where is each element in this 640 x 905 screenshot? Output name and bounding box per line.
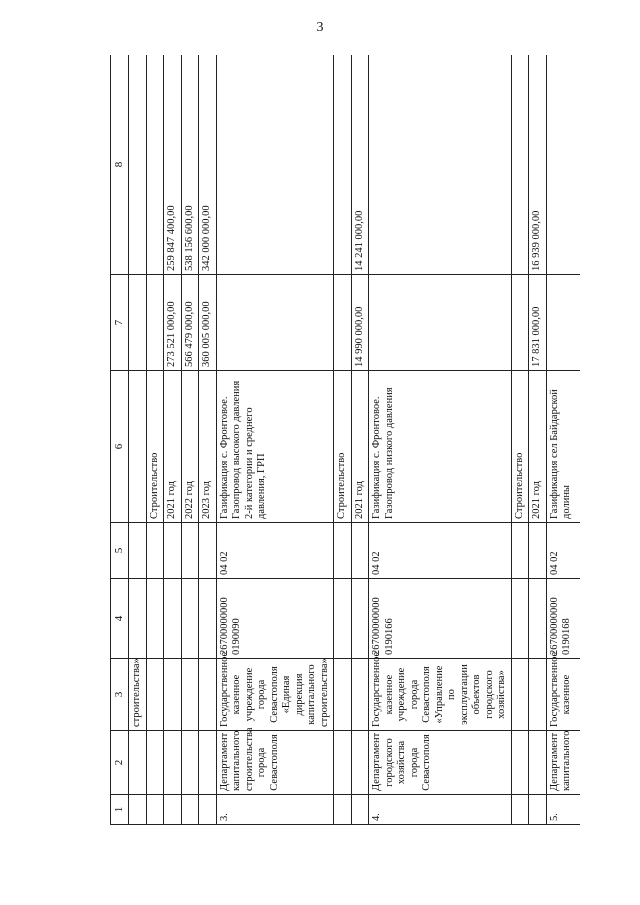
- subsidy-cell: [334, 55, 352, 275]
- row-number-cell: 3.: [216, 795, 334, 825]
- table-row: [164, 55, 182, 825]
- header-cell: 5: [111, 523, 129, 579]
- institution-cell: [511, 659, 529, 731]
- row-number-cell: [351, 795, 369, 825]
- amount-cell: 566 479 000,00: [181, 275, 199, 371]
- code-cell: [511, 579, 529, 659]
- code-cell: [351, 579, 369, 659]
- code-cell: 26700000000 0190168: [546, 579, 580, 659]
- amount-cell: 360 005 000,00: [199, 275, 217, 371]
- row-number-cell: [146, 795, 164, 825]
- institution-cell: Государственное казенное учреждение города Севастополя «Единая дирекция капитального строительства»: [216, 659, 334, 731]
- amount-cell: [546, 275, 580, 371]
- section-cell: [164, 523, 182, 579]
- table-row: [146, 55, 164, 825]
- subsidy-cell: [546, 55, 580, 275]
- table-row: [351, 55, 369, 825]
- section-cell: [199, 523, 217, 579]
- code-cell: [181, 579, 199, 659]
- institution-cell: [146, 659, 164, 731]
- table-row: [216, 55, 334, 825]
- rotated-table-container: [110, 55, 580, 825]
- table-row: [369, 55, 512, 825]
- amount-cell: [511, 275, 529, 371]
- subsidy-cell: 342 000 000,00: [199, 55, 217, 275]
- header-row: [111, 55, 129, 825]
- table-row: [199, 55, 217, 825]
- institution-cell: [529, 659, 547, 731]
- code-cell: 26700000000 0190166: [369, 579, 512, 659]
- subsidy-cell: [129, 55, 147, 275]
- header-cell: 3: [111, 659, 129, 731]
- department-cell: [164, 731, 182, 795]
- budget-table: [110, 55, 580, 825]
- department-cell: [129, 731, 147, 795]
- department-cell: Департамент капитального строительства города Севастополя: [216, 731, 334, 795]
- institution-cell: [351, 659, 369, 731]
- header-cell: 7: [111, 275, 129, 371]
- section-cell: [529, 523, 547, 579]
- department-cell: [199, 731, 217, 795]
- header-cell: 8: [111, 55, 129, 275]
- row-number-cell: [334, 795, 352, 825]
- header-cell: 2: [111, 731, 129, 795]
- subsidy-cell: 259 847 400,00: [164, 55, 182, 275]
- subsidy-cell: [146, 55, 164, 275]
- section-cell: [351, 523, 369, 579]
- object-cell: Строительство: [334, 371, 352, 523]
- header-cell: 4: [111, 579, 129, 659]
- institution-cell: Государственное казенное: [546, 659, 580, 731]
- table-row: [529, 55, 547, 825]
- institution-cell: [199, 659, 217, 731]
- object-cell: 2021 год: [351, 371, 369, 523]
- department-cell: Департамент капитального: [546, 731, 580, 795]
- row-number-cell: [529, 795, 547, 825]
- code-cell: [129, 579, 147, 659]
- department-cell: [511, 731, 529, 795]
- object-cell: Газификация с. Фронтовое. Газопровод высокого давления 2-й категории и среднего давления, ГРП: [216, 371, 334, 523]
- code-cell: [146, 579, 164, 659]
- section-cell: [181, 523, 199, 579]
- subsidy-cell: [511, 55, 529, 275]
- page-number: 3: [316, 20, 324, 35]
- department-cell: [334, 731, 352, 795]
- table-row: [546, 55, 580, 825]
- amount-cell: 273 521 000,00: [164, 275, 182, 371]
- header-cell: 6: [111, 371, 129, 523]
- table-row: [129, 55, 147, 825]
- institution-cell: строительства»: [129, 659, 147, 731]
- table-row: [181, 55, 199, 825]
- code-cell: [199, 579, 217, 659]
- section-cell: 04 02: [216, 523, 334, 579]
- department-cell: [529, 731, 547, 795]
- code-cell: [164, 579, 182, 659]
- amount-cell: [129, 275, 147, 371]
- code-cell: [529, 579, 547, 659]
- amount-cell: 14 990 000,00: [351, 275, 369, 371]
- object-cell: Газификация с. Фронтовое. Газопровод низкого давления: [369, 371, 512, 523]
- section-cell: [511, 523, 529, 579]
- institution-cell: [334, 659, 352, 731]
- row-number-cell: [511, 795, 529, 825]
- table-row: [334, 55, 352, 825]
- object-cell: Строительство: [146, 371, 164, 523]
- section-cell: [129, 523, 147, 579]
- object-cell: Газификация сел Байдарской долины: [546, 371, 580, 523]
- department-cell: [146, 731, 164, 795]
- object-cell: 2022 год: [181, 371, 199, 523]
- subsidy-cell: [216, 55, 334, 275]
- institution-cell: [164, 659, 182, 731]
- object-cell: Строительство: [511, 371, 529, 523]
- subsidy-cell: [369, 55, 512, 275]
- row-number-cell: [129, 795, 147, 825]
- row-number-cell: [181, 795, 199, 825]
- header-cell: 1: [111, 795, 129, 825]
- rotated-table-frame: [110, 55, 580, 825]
- section-cell: [146, 523, 164, 579]
- table-row: [511, 55, 529, 825]
- subsidy-cell: 538 156 600,00: [181, 55, 199, 275]
- section-cell: 04 02: [546, 523, 580, 579]
- row-number-cell: 5.: [546, 795, 580, 825]
- object-cell: 2021 год: [164, 371, 182, 523]
- row-number-cell: 4.: [369, 795, 512, 825]
- subsidy-cell: 14 241 000,00: [351, 55, 369, 275]
- institution-cell: [181, 659, 199, 731]
- code-cell: 26700000000 0190090: [216, 579, 334, 659]
- department-cell: Департамент городского хозяйства города Севастополя: [369, 731, 512, 795]
- amount-cell: [369, 275, 512, 371]
- subsidy-cell: 16 939 000,00: [529, 55, 547, 275]
- section-cell: 04 02: [369, 523, 512, 579]
- object-cell: [129, 371, 147, 523]
- row-number-cell: [199, 795, 217, 825]
- code-cell: [334, 579, 352, 659]
- department-cell: [181, 731, 199, 795]
- object-cell: 2021 год: [529, 371, 547, 523]
- department-cell: [351, 731, 369, 795]
- amount-cell: [216, 275, 334, 371]
- institution-cell: Государственное казенное учреждение города Севастополя «Управление по эксплуатации объектов городского хозяйства»: [369, 659, 512, 731]
- amount-cell: [334, 275, 352, 371]
- section-cell: [334, 523, 352, 579]
- amount-cell: [146, 275, 164, 371]
- object-cell: 2023 год: [199, 371, 217, 523]
- row-number-cell: [164, 795, 182, 825]
- amount-cell: 17 831 000,00: [529, 275, 547, 371]
